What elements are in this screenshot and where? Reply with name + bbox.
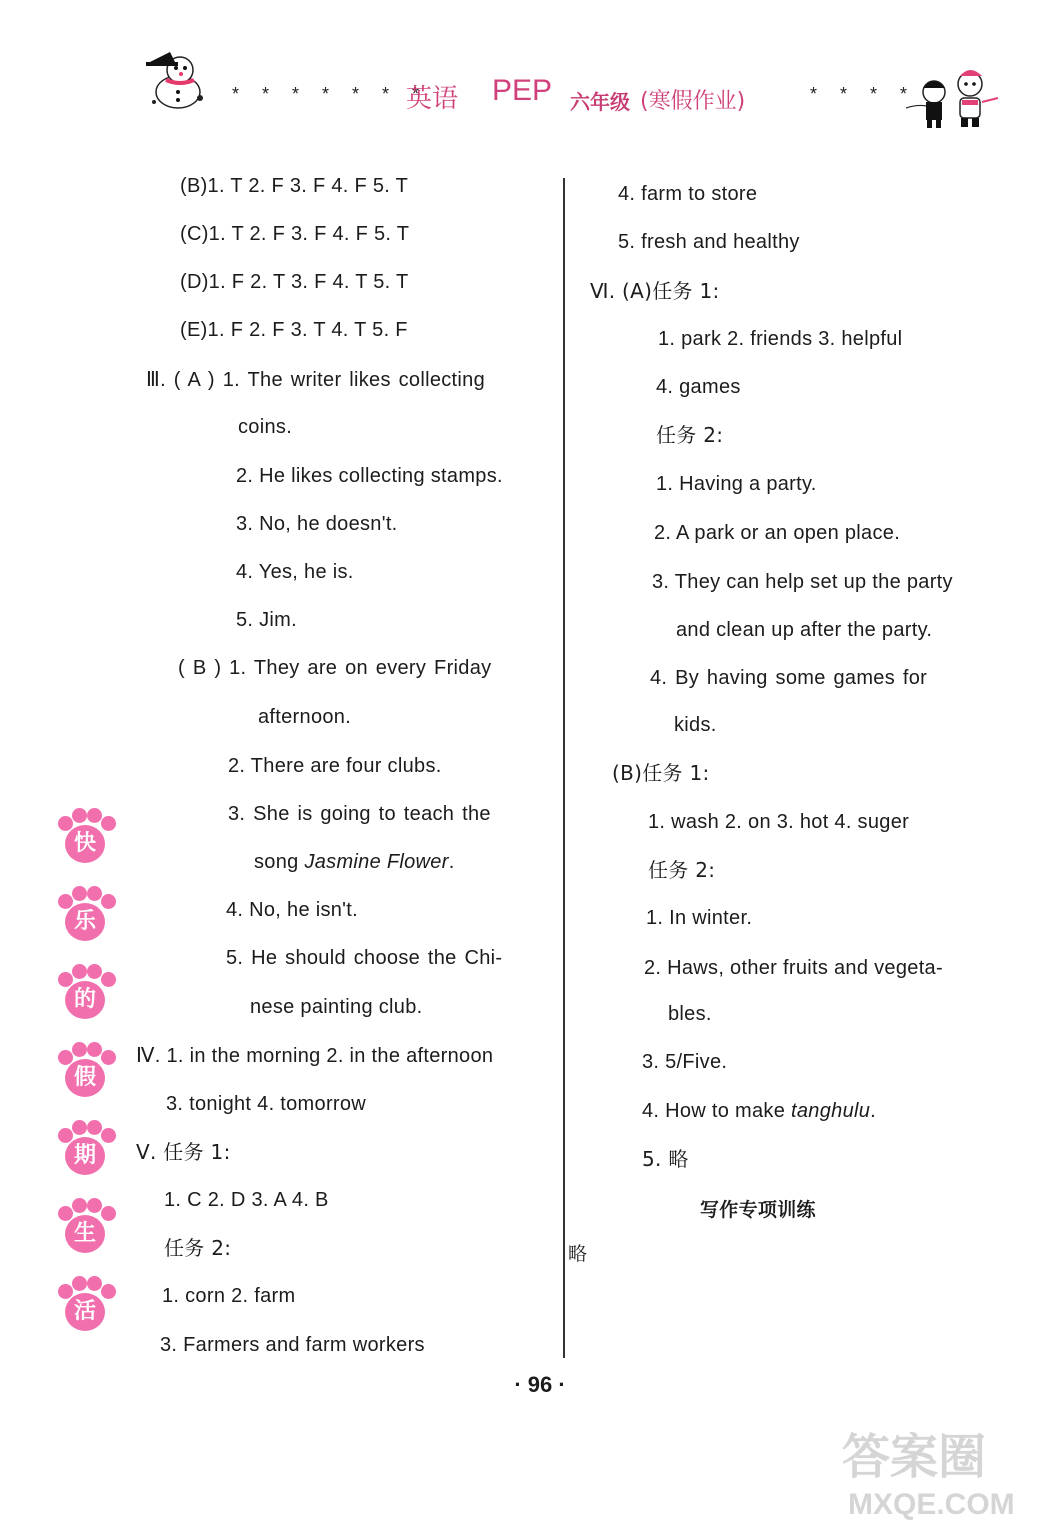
answer-line: (B)任务 1: (612, 761, 710, 785)
paw-character: 乐 (65, 903, 105, 941)
paw-print-icon (56, 808, 116, 870)
paw-character: 的 (65, 981, 105, 1019)
paw-print-icon (56, 964, 116, 1026)
answer-text: . (870, 1100, 877, 1122)
answer-text: song (254, 851, 305, 873)
right-kids-illustration (906, 62, 1006, 132)
paw-character: 生 (65, 1215, 105, 1253)
paw-character: 快 (65, 825, 105, 863)
edition-label: PEP (492, 74, 553, 107)
column-divider (563, 178, 565, 1358)
subject-label: 英语 (406, 84, 459, 114)
book-label: (寒假作业) (640, 89, 746, 114)
answer-line: (C)1. T 2. F 3. F 4. F 5. T (180, 223, 410, 245)
answer-line: 4. games (656, 376, 741, 398)
answer-line: and clean up after the party. (676, 619, 933, 641)
answer-line: 4. No, he isn't. (226, 899, 359, 921)
watermark-url: MXQE.COM (848, 1488, 1015, 1521)
tanghulu-term: tanghulu (791, 1100, 871, 1122)
answer-line: 1. C 2. D 3. A 4. B (164, 1189, 329, 1211)
answer-line: (E)1. F 2. F 3. T 4. T 5. F (180, 319, 408, 341)
answer-line: 4. farm to store (618, 183, 758, 205)
answer-line: 1. In winter. (646, 907, 753, 929)
left-snowman-illustration (140, 48, 212, 110)
answer-line: 2. He likes collecting stamps. (236, 465, 503, 487)
watermark-logo-text: 答案圈 (842, 1429, 987, 1485)
answer-line: 3. No, he doesn't. (236, 513, 398, 535)
paw-print-icon (56, 1198, 116, 1260)
answer-line: afternoon. (258, 706, 352, 728)
answer-line: 5. fresh and healthy (618, 231, 800, 253)
answer-line: 任务 2: (648, 858, 716, 882)
answer-line: coins. (238, 416, 293, 438)
answer-line: 2. A park or an open place. (654, 522, 901, 544)
answer-line: Ⅳ. 1. in the morning 2. in the afternoon (136, 1045, 494, 1067)
answer-line: nese painting club. (250, 996, 423, 1018)
answer-line: Ⅲ. ( A ) 1. The writer likes collecting (146, 369, 486, 391)
answer-line: 5. Jim. (236, 609, 297, 631)
answer-line: 3. 5/Five. (642, 1051, 728, 1073)
answer-line: ( B ) 1. They are on every Friday (178, 657, 492, 679)
answer-line: kids. (674, 714, 717, 736)
answer-line: 2. Haws, other fruits and vegeta- (644, 957, 943, 979)
answer-line: 4. Yes, he is. (236, 561, 354, 583)
answer-line: 5. He should choose the Chi- (226, 947, 503, 969)
paw-character: 假 (65, 1059, 105, 1097)
answer-line: Ⅵ. (A)任务 1: (590, 279, 720, 303)
answer-line (642, 1099, 876, 1123)
answer-line: 任务 2: (164, 1236, 232, 1260)
answer-line: 3. She is going to teach the (228, 803, 491, 825)
answer-line: 2. There are four clubs. (228, 755, 442, 777)
answer-line: 5. 略 (642, 1147, 689, 1171)
right-stars: * * * * (810, 84, 917, 104)
answer-line: 3. tonight 4. tomorrow (166, 1093, 367, 1115)
answer-line: 1. wash 2. on 3. hot 4. suger (648, 811, 910, 833)
answer-line: bles. (668, 1003, 712, 1025)
left-stars: * * * * * * * (232, 84, 429, 104)
writing-section-title: 写作专项训练 (700, 1199, 816, 1221)
page-header (0, 0, 1039, 140)
writing-answer: 略 (568, 1243, 588, 1265)
paw-print-icon (56, 1042, 116, 1104)
song-title: Jasmine Flower (304, 851, 449, 873)
answer-line: 1. corn 2. farm (162, 1285, 296, 1307)
paw-character: 活 (65, 1293, 105, 1331)
answer-line: Ⅴ. 任务 1: (136, 1140, 231, 1164)
grade-label: 六年级 (570, 90, 630, 114)
answer-text: . (448, 851, 455, 873)
answer-line: 1. Having a party. (656, 473, 817, 495)
answer-line (254, 850, 455, 874)
paw-print-icon (56, 1120, 116, 1182)
page-number: · 96 · (514, 1372, 566, 1397)
answer-line: 1. park 2. friends 3. helpful (658, 328, 903, 350)
answer-line: 3. They can help set up the party (652, 571, 953, 593)
paw-print-icon (56, 886, 116, 948)
answer-line: (B)1. T 2. F 3. F 4. F 5. T (180, 175, 409, 197)
paw-print-icon (56, 1276, 116, 1338)
answer-line: 任务 2: (656, 423, 724, 447)
watermark-logo (838, 1418, 1028, 1530)
answer-text: 4. How to make (642, 1100, 792, 1122)
answer-line: 4. By having some games for (650, 667, 928, 689)
answer-line: 3. Farmers and farm workers (160, 1334, 425, 1356)
answer-line: (D)1. F 2. T 3. F 4. T 5. T (180, 271, 409, 293)
paw-character: 期 (65, 1137, 105, 1175)
